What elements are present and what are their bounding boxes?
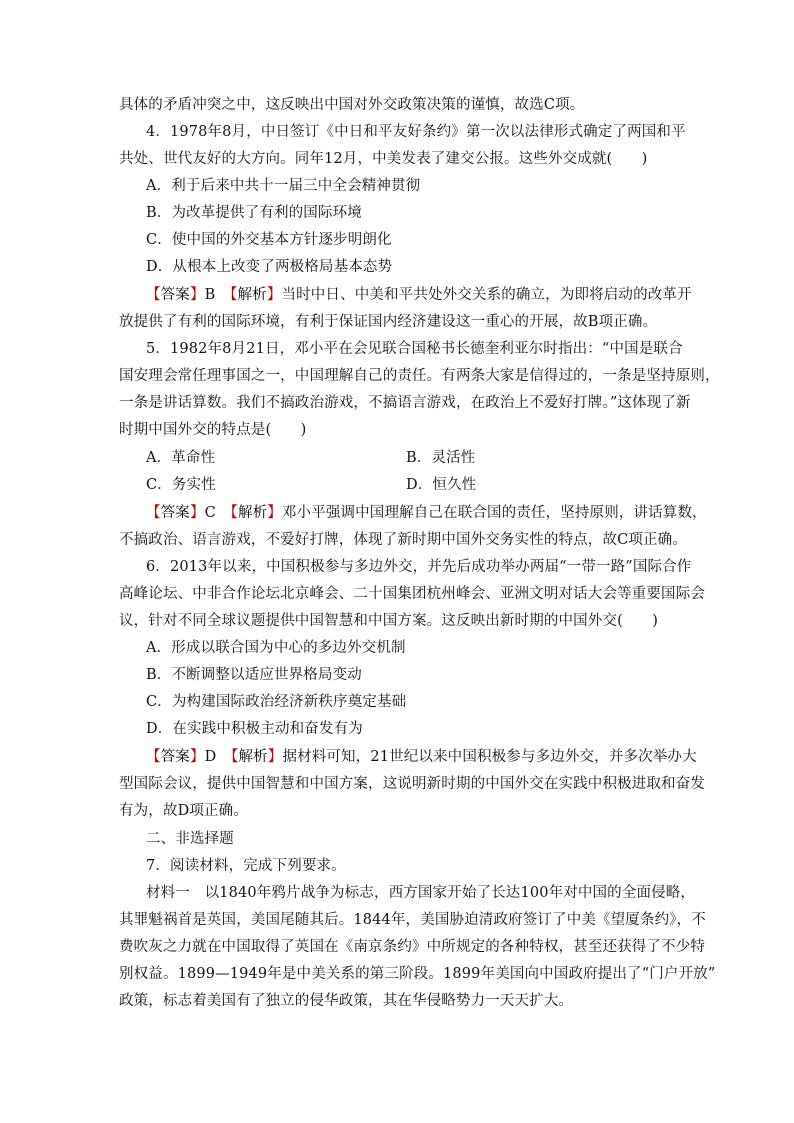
question-5-answer: [146, 503, 707, 523]
answer-text-part1: C: [204, 505, 231, 521]
question-4-option-b: B．为改革提供了有利的国际环境: [146, 205, 362, 221]
question-5-option-a: A．革命性: [146, 450, 216, 466]
question-5-stem: 5．1982年8月21日，邓小平在会见联合国秘书长德奎利亚尔时指出：“中国是联合: [146, 341, 683, 357]
analysis-text: 邓小平强调中国理解自己在联合国的责任，坚持原则，讲话算数，: [281, 505, 707, 521]
material-one-text-cont: 其罪魁祸首是英国，美国尾随其后。1844年，美国胁迫清政府签订了中美《望厦条约》，不: [119, 912, 706, 928]
question-6-option-b: B．不断调整以适应世界格局变动: [146, 667, 362, 683]
question-4-stem-cont: 共处、世代友好的大方向。同年12月，中美发表了建交公报。这些外交成就( ): [119, 151, 648, 167]
question-5-option-d: D．恒久性: [406, 477, 477, 493]
section-heading: 二、非选择题: [146, 831, 234, 847]
material-one-text-cont: 别权益。1899—1949年是中美关系的第三阶段。1899年美国向中国政府提出了“门户开放”: [119, 966, 716, 982]
material-one-text-cont: 政策，标志着美国有了独立的侵华政策，其在华侵略势力一天天扩大。: [119, 993, 574, 1009]
question-5-option-b: B．灵活性: [406, 450, 476, 466]
analysis-bracket-open: 【: [231, 749, 239, 765]
analysis-bracket-open: 【: [230, 505, 238, 521]
analysis-bracket-close: 】: [267, 749, 283, 765]
analysis-text: 据材料可知，21世纪以来中国积极参与多边外交，并多次举办大: [282, 749, 697, 765]
question-6-analysis-cont: 有为，故D项正确。: [119, 803, 248, 819]
answer-bracket-open: 【: [146, 505, 161, 521]
material-one-text-cont: 费吹灰之力就在中国取得了英国在《南京条约》中所规定的各种特权，甚至还获得了不少特: [119, 939, 705, 955]
question-4-stem: 4．1978年8月，中日签订《中日和平友好条约》第一次以法律形式确定了两国和平: [146, 124, 686, 140]
question-7-stem: 7．阅读材料，完成下列要求。: [146, 858, 346, 874]
analysis-text: 当时中日、中美和平共处外交关系的确立，为即将启动的改革开: [281, 287, 692, 303]
analysis-label: 解析: [237, 287, 267, 303]
answer-bracket-open: 【: [146, 287, 161, 303]
question-4-option-a: A．利于后来中共十一届三中全会精神贯彻: [146, 178, 421, 194]
question-5-stem-cont: 时期中国外交的特点是( ): [119, 422, 307, 438]
answer-text-part1: B: [204, 287, 231, 303]
question-5-stem-cont: 国安理会常任理事国之一，中国理解自己的责任。有两条大家是信得过的，一条是坚持原则，: [119, 368, 720, 384]
question-6-analysis-cont: 型国际会议，提供中国智慧和中国方案，这说明新时期的中国外交在实践中积极进取和奋发: [119, 776, 705, 792]
question-5-stem-cont: 一条是讲话算数。我们不搞政治游戏，不搞语言游戏，在政治上不爱好打牌。”这体现了新: [119, 395, 691, 411]
question-6-option-a: A．形成以联合国为中心的多边外交机制: [146, 640, 406, 656]
answer-label: 答案: [160, 505, 190, 521]
answer-bracket-close: 】: [189, 505, 205, 521]
text-line: 具体的矛盾冲突之中，这反映出中国对外交政策决策的谨慎，故选C项。: [119, 97, 585, 113]
answer-bracket-close: 】: [189, 749, 205, 765]
analysis-label: 解析: [237, 505, 268, 521]
question-5-analysis-cont: 不搞政治、语言游戏，不爱好打牌，体现了新时期中国外交务实性的特点，故C项正确。: [119, 532, 687, 548]
answer-text-part1: D: [204, 749, 232, 765]
question-4-analysis-cont: 放提供了有利的国际环境，有利于保证国内经济建设这一重心的开展，故B项正确。: [119, 314, 658, 330]
answer-label: 答案: [160, 749, 190, 765]
answer-bracket-close: 】: [189, 287, 205, 303]
question-5-option-c: C．务实性: [146, 477, 216, 493]
answer-label: 答案: [160, 287, 190, 303]
question-6-answer: [146, 747, 697, 767]
analysis-bracket-close: 】: [267, 505, 282, 521]
question-4-option-c: C．使中国的外交基本方针逐步明朗化: [146, 232, 392, 248]
question-6-stem-cont: 议，针对不同全球议题提供中国智慧和中国方案。这反映出新时期的中国外交( ): [119, 613, 659, 629]
question-6-stem: 6．2013年以来，中国积极参与多边外交，并先后成功举办两届“一带一路”国际合作: [146, 559, 692, 575]
question-6-option-d: D．在实践中积极主动和奋发有为: [146, 721, 363, 737]
question-6-stem-cont: 高峰论坛、中非合作论坛北京峰会、二十国集团杭州峰会、亚洲文明对话大会等重要国际会: [119, 586, 705, 602]
analysis-label: 解析: [238, 749, 268, 765]
answer-bracket-open: 【: [146, 749, 161, 765]
question-6-option-c: C．为构建国际政治经济新秩序奠定基础: [146, 694, 407, 710]
analysis-bracket-close: 】: [266, 287, 282, 303]
material-one-text: 材料一 以1840年鸦片战争为标志，西方国家开始了长达100年对中国的全面侵略，: [146, 885, 696, 901]
question-4-answer: [146, 285, 692, 305]
analysis-bracket-open: 【: [230, 287, 238, 303]
question-4-option-d: D．从根本上改变了两极格局基本态势: [146, 259, 393, 275]
